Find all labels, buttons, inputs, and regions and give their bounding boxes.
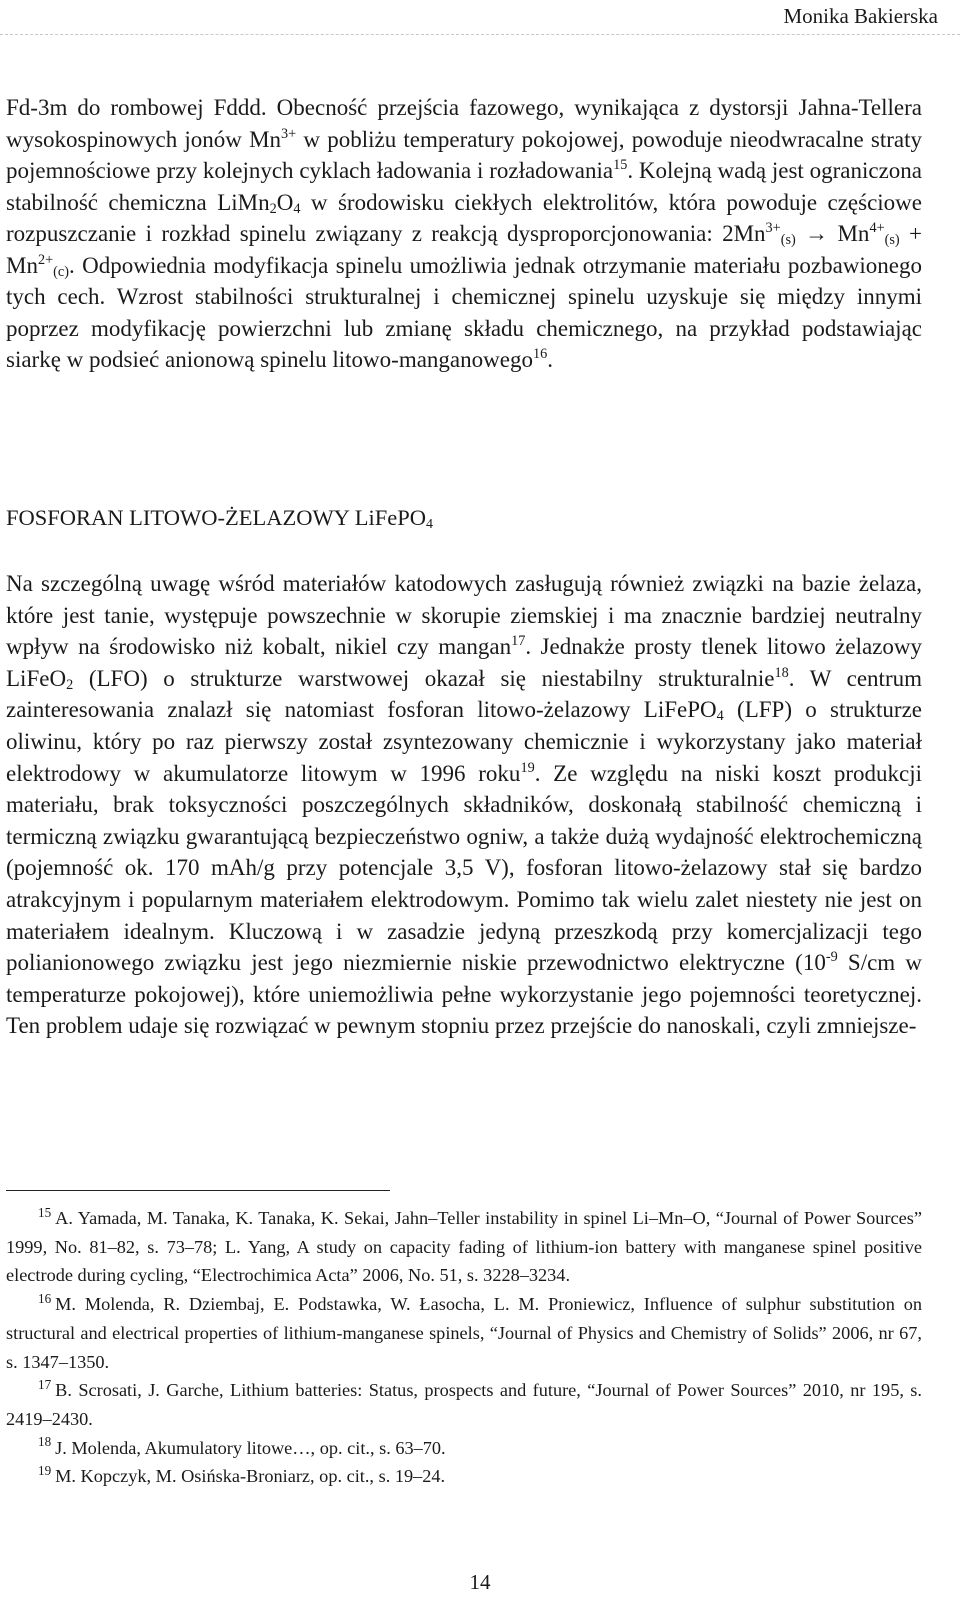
subscript: (c) [53,263,69,280]
footnote-18 [6,1434,922,1463]
footnote-17 [6,1376,922,1433]
text-run: + Mn [6,221,922,278]
text-run: . Ze względu na niski koszt produkcji materiału, brak toksyczności poszczególnych składników, doskonałą stabilność chemiczną i termiczną związku gwarantującą bezpieczeństwo ogniw, a także dużą wydajność elektrochemiczną (pojemność ok. 170 mAh/g przy potencjale 3,5 V), fosforan litowo-żelazowy stał się bardzo atrakcyjnym i popularnym materiałem elektrodowym. Pomimo tak wielu zalet niestety nie jest on materiałem idealnym. Kluczową i w zasadzie jedyną przeszkodą przy komercjalizacji tego polianionowego związku jest jego niezmiernie niskie przewodnictwo elektryczne (10 [6,760,922,976]
footnote-ref-18[interactable]: 18 [774,664,789,681]
text-run: . Kolejną wadą jest ograniczona stabilność chemiczna LiMn [6,158,922,215]
footnote-ref-16[interactable]: 16 [532,346,548,363]
superscript: 3+ [765,220,781,237]
superscript: 3+ [281,125,297,142]
section-heading [6,505,433,531]
paragraph-2-text [6,568,922,1042]
superscript: 2+ [37,251,54,268]
text-run: (LFO) o strukturze warstwowej okazał się niestabilny strukturalnie [73,665,775,691]
running-header [0,0,960,34]
text-run: . [547,347,553,372]
paragraph-spinel [6,92,922,376]
subscript: 4 [425,516,433,532]
paragraph-1-text [6,92,922,376]
footnote-number: 17 [38,1376,52,1392]
footnote-number: 16 [38,1290,52,1306]
text-run: (LFP) o strukturze oliwinu, który po raz pierwszy został zsyntezowany chemicznie i wykorzystany jako materiał elektrodowy w akumulatorze litowym w 1996 roku [6,697,923,786]
text-run: . Odpowiednia modyfikacja spinelu umożliwia jednak otrzymanie materiału pozbawionego tych cech. Wzrost stabilności strukturalnej i chemicznej spinelu uzyskuje się między innymi poprzez modyfikację powierzchni lub zmianę składu chemicznego, na przykład podstawiając siarkę w podsieć anionową spinelu litowo-manganowego [6,252,922,372]
subscript: 4 [293,200,301,217]
text-run: Na szczególną uwagę wśród materiałów katodowych zasługują również związki na bazie żelaza, które jest tanie, występuje powszechnie w skorupie ziemskiej i ma znacznie bardziej neutralny wpływ na środowisko niż kobalt, nikiel czy mangan [6,571,922,660]
footnote-text: M. Molenda, R. Dziembaj, E. Podstawka, W. Łasocha, L. M. Proniewicz, Influence of sulphur substitution on structural and electrical properties of lithium-manganese spinels, “Journal of Physics and Chemistry of Solids” 2006, nr 67, s. 1347–1350. [6,1294,922,1372]
footnotes [6,1204,922,1491]
subscript: (s) [884,231,900,248]
text-run: O [276,189,294,215]
header-rule [0,34,960,35]
footnote-number: 19 [38,1463,52,1479]
footnote-15 [6,1204,922,1290]
superscript: -9 [825,949,838,966]
text-run: . Jednakże prosty tlenek litowo żelazowy LiFeO [6,634,922,691]
text-run: → Mn [795,221,870,246]
section-heading-text: FOSFORAN LITOWO-ŻELAZOWY LiFePO [6,505,426,530]
text-run: Fd-3m do rombowej Fddd. Obecność przejścia fazowego, wynikająca z dystorsji Jahna-Tellera wysokospinowych jonów Mn [6,95,922,152]
footnote-number: 18 [38,1434,52,1450]
subscript: 2 [66,676,74,693]
footnote-text: J. Molenda, Akumulatory litowe…, op. cit., s. 63–70. [55,1437,446,1458]
superscript: 4+ [869,220,885,237]
footnote-text: A. Yamada, M. Tanaka, K. Tanaka, K. Sekai, Jahn–Teller instability in spinel Li–Mn–O, “Journal of Power Sources” 1999, No. 81–82, s. 73–78; L. Yang, A study on capacity fading of lithium-ion battery with manganese spinel positive electrode during cycling, “Electrochimica Acta” 2006, No. 51, s. 3228–3234. [6,1208,922,1286]
footnote-16 [6,1290,922,1376]
footnote-text: M. Kopczyk, M. Osińska-Broniarz, op. cit., s. 19–24. [55,1466,446,1487]
footnote-ref-17[interactable]: 17 [511,633,526,650]
subscript: 4 [716,708,724,725]
text-run: . W centrum zainteresowania znalazł się natomiast fosforan litowo-żelazowy LiFePO [6,665,922,723]
text-run: S/cm w temperaturze pokojowej), które uniemożliwia pełne wykorzystanie jego pojemności teoretycznej. Ten problem udaje się rozwiązać w pewnym stopniu przez przejście do nanoskali, czyli zmniejsze- [6,950,922,1039]
text-run: w pobliżu temperatury pokojowej, powoduje nieodwracalne straty pojemnościowe przy kolejnych cyklach ładowania i rozładowania [6,126,922,183]
paragraph-lifepo4 [6,568,922,1042]
subscript: 2 [269,200,277,217]
footnote-separator [6,1190,390,1191]
footnote-text: B. Scrosati, J. Garche, Lithium batteries: Status, prospects and future, “Journal of Power Sources” 2010, nr 195, s. 2419–2430. [6,1380,922,1429]
text-run: w środowisku ciekłych elektrolitów, która powoduje częściowe rozpuszczanie i rozkład spinelu związany z reakcją dysproporcjonowania: 2Mn [6,189,922,246]
header-author: Monika Bakierska [783,4,938,28]
page-number: 14 [469,1570,491,1594]
footnote-number: 15 [38,1204,52,1220]
footnote-ref-19[interactable]: 19 [520,759,535,776]
subscript: (s) [780,231,796,248]
footnote-ref-15[interactable]: 15 [613,157,628,174]
footnote-19 [6,1462,922,1491]
